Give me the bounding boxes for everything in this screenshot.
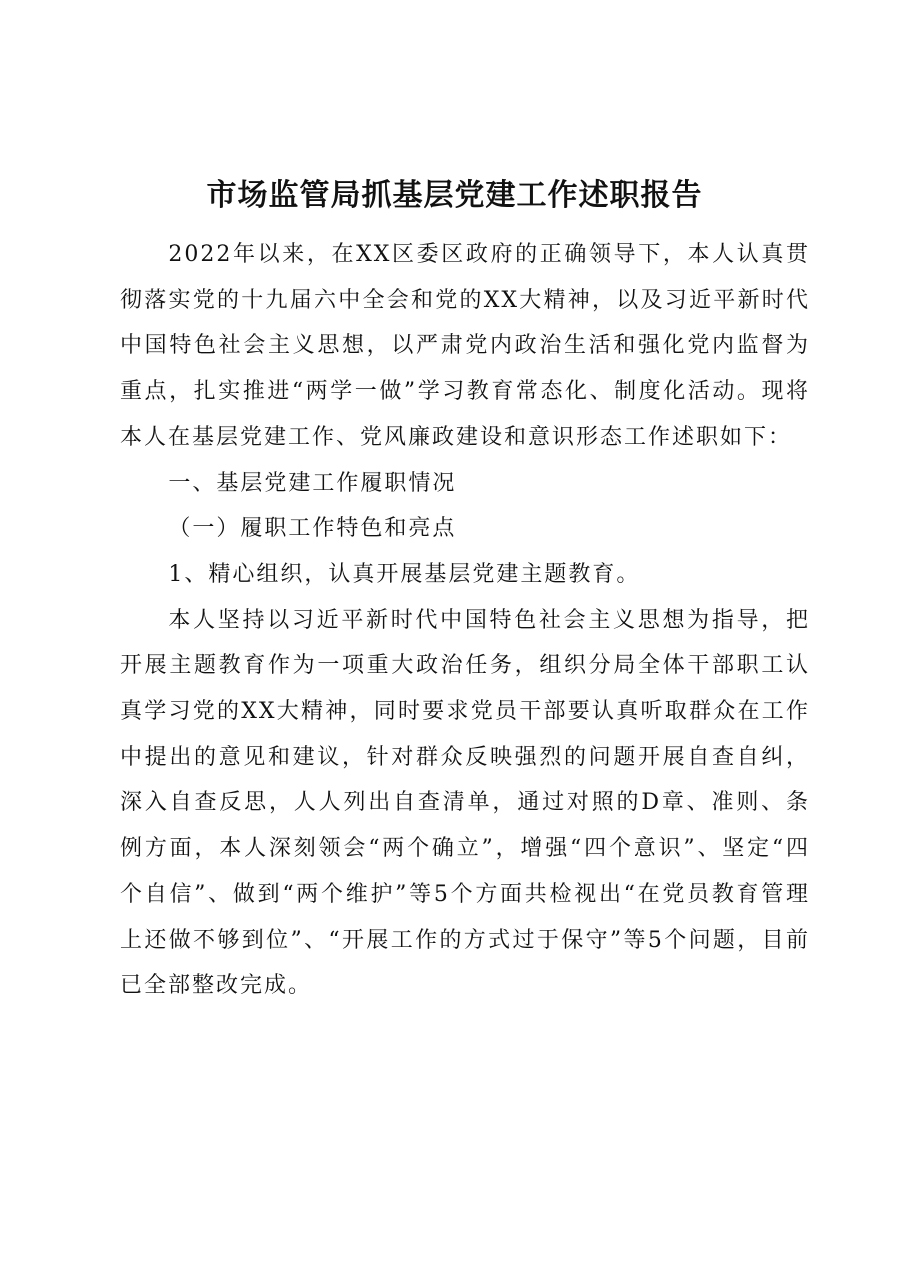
body-paragraph: 本人坚持以习近平新时代中国特色社会主义思想为指导，把开展主题教育作为一项重大政治任务，组织分局全体干部职工认真学习党的XX大精神，同时要求党员干部要认真听取群众在工作中提出的意见和建议，针对群众反映强烈的问题开展自查自纠，深入自查反思，人人列出自查清单，通过对照的D章、准则、条例方面，本人深刻领会“两个确立”，增强“四个意识”、坚定“四个自信”、做到“两个维护”等5个方面共检视出“在党员教育管理上还做不够到位”、“开展工作的方式过于保守”等5个问题，目前已全部整改完成。 bbox=[120, 607, 810, 999]
item-heading: 1、精心组织，认真开展基层党建主题教育。 bbox=[168, 561, 641, 587]
intro-paragraph: 2022年以来，在XX区委区政府的正确领导下，本人认真贯彻落实党的十九届六中全会和党的XX大精神，以及习近平新时代中国特色社会主义思想，以严肃党内政治生活和强化党内监督为重点，扎实推进“两学一做”学习教育常态化、制度化活动。现将本人在基层党建工作、党风廉政建设和意识形态工作述职如下： bbox=[120, 242, 810, 450]
section-heading: 一、基层党建工作履职情况 bbox=[168, 470, 457, 496]
document-body bbox=[120, 232, 810, 1009]
subsection-heading: （一）履职工作特色和亮点 bbox=[168, 516, 457, 542]
document-title: 市场监管局抓基层党建工作述职报告 bbox=[206, 178, 703, 213]
